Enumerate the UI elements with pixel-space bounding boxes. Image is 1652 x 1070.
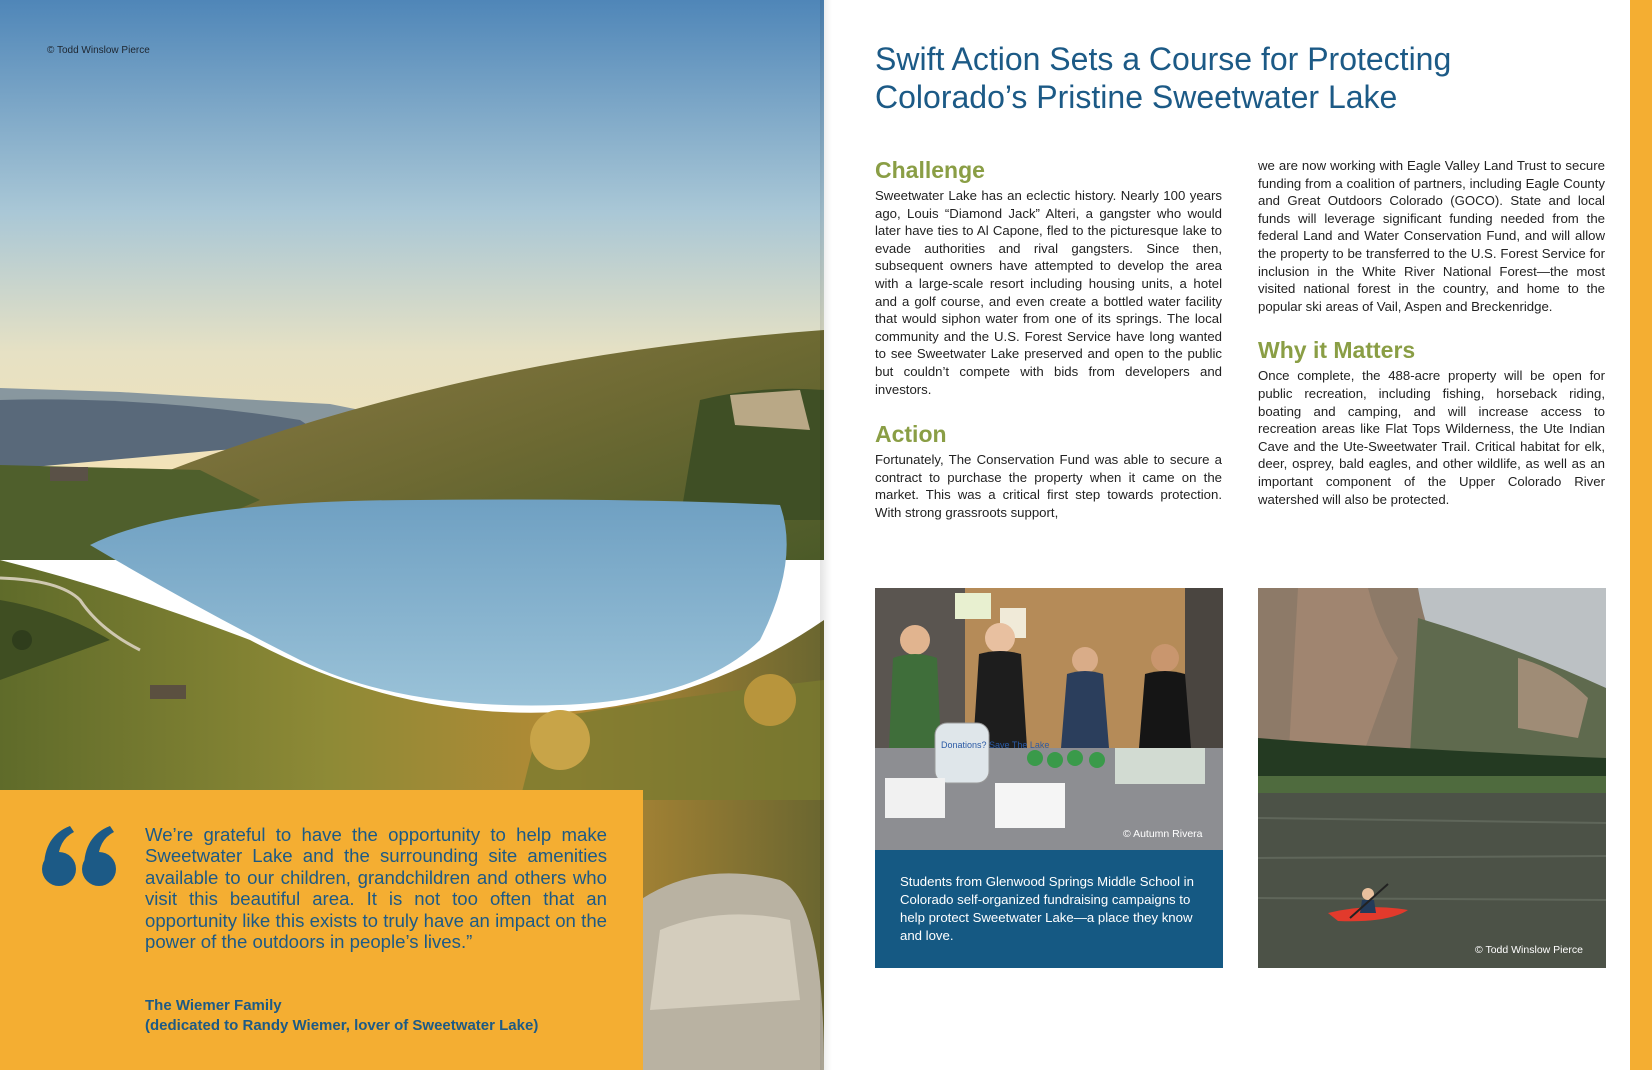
accent-edge-bar bbox=[1630, 0, 1652, 1070]
challenge-body: Sweetwater Lake has an eclectic history. Nearly 100 years ago, Louis “Diamond Jack” Alteri, a gangster who would later have ties to Al Capone, fled to the picturesque lake to evade authorities and rival gangsters. Since then, subsequent owners have attempted to develop the area with a large-scale resort including housing units, a hotel and a golf course, and even create a bottled water facility that would siphon water from one of its springs. The local community and the U.S. Forest Service have long wanted to see Sweetwater Lake preserved and open to the public but couldn’t compete with bids from developers and investors. bbox=[875, 188, 1222, 397]
challenge-heading: Challenge bbox=[875, 157, 985, 183]
page-gutter bbox=[820, 0, 832, 1070]
students-photo-credit: © Autumn Rivera bbox=[1123, 828, 1203, 840]
action-heading: Action bbox=[875, 421, 947, 448]
article-title-line-2: Colorado’s Pristine Sweetwater Lake bbox=[875, 79, 1398, 115]
quote-author bbox=[145, 996, 625, 1036]
article-title bbox=[875, 40, 1575, 116]
text-column-right bbox=[1258, 157, 1605, 508]
action-body-continued: we are now working with Eagle Valley Land Trust to secure funding from a coalition of partners, including Eagle County and Great Outdoors Colorado (GOCO). State and local funds will leverage significant funding needed from the federal Land and Water Conservation Fund, and will allow the property to be transferred to the U.S. Forest Service for inclusion in the White River National Forest—the most visited national forest in the country, and home to the popular ski areas of Vail, Aspen and Breckenridge. bbox=[1258, 158, 1605, 314]
students-photo bbox=[875, 588, 1223, 850]
quote-text: We’re grateful to have the opportunity to help make Sweetwater Lake and the surrounding site amenities available to our children, grandchildren and others who visit this beautiful area. It is not too often that an opportunity like this exists to truly have an impact on the power of the outdoors in people’s lives.” bbox=[145, 824, 607, 953]
kayaker-on-lake-image bbox=[1258, 588, 1606, 968]
why-it-matters-heading: Why it Matters bbox=[1258, 337, 1416, 364]
quote-author-dedication: (dedicated to Randy Wiemer, lover of Sweetwater Lake) bbox=[145, 1017, 539, 1034]
kayak-photo-credit: © Todd Winslow Pierce bbox=[1475, 944, 1583, 956]
students-photo-caption: Students from Glenwood Springs Middle School in Colorado self-organized fundraising campaigns to help protect Sweetwater Lake—a place they know and love. bbox=[900, 874, 1194, 943]
why-it-matters-body: Once complete, the 488-acre property will be open for public recreation, including fishing, horseback riding, boating and camping, and will increase access to recreation areas like Flat Tops Wilderness, the Ute Indian Cave and the Ute-Sweetwater Trail. Critical habitat for elk, deer, osprey, bald eagles, and other wildlife, as well as an important component of the Upper Colorado River watershed will also be protected. bbox=[1258, 368, 1605, 507]
text-column-left bbox=[875, 156, 1222, 522]
donation-jar-sign: Donations? Save The Lake bbox=[941, 740, 1050, 750]
kayak-photo bbox=[1258, 588, 1606, 968]
photo-credit: © Todd Winslow Pierce bbox=[47, 45, 150, 56]
action-body: Fortunately, The Conservation Fund was able to secure a contract to purchase the property when it came on the market. This was a critical first step towards protection. With strong grassroots support, bbox=[875, 452, 1222, 520]
quotation-mark-icon bbox=[40, 822, 120, 892]
quote-author-name: The Wiemer Family bbox=[145, 997, 282, 1014]
students-fundraising-image bbox=[875, 588, 1223, 850]
article-title-line-1: Swift Action Sets a Course for Protecting bbox=[875, 41, 1452, 77]
